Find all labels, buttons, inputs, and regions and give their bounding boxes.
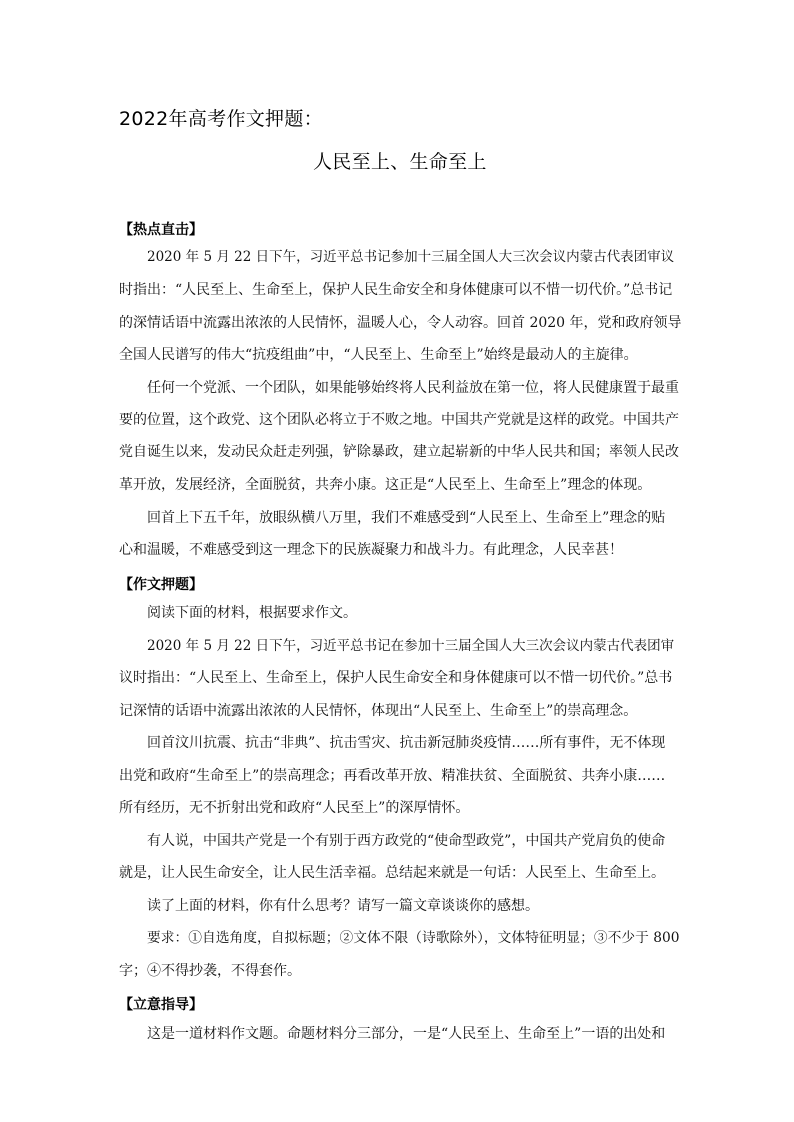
paragraph-line: 所有经历，无不折射出党和政府“人民至上”的深厚情怀。 <box>119 800 470 816</box>
paragraph-line: 革开放，发展经济，全面脱贫，共奔小康。这正是“人民至上、生命至上”理念的体现。 <box>119 477 652 493</box>
paragraph-line: 议时指出：“人民至上、生命至上，保护人民生命安全和身体健康可以不惜一切代价。”总书 <box>119 670 673 686</box>
paragraph-line: 回首汶川抗震、抗击“非典”、抗击雪灾、抗击新冠肺炎疫情……所有事件，无不体现 <box>147 735 666 751</box>
paragraph-line: 读了上面的材料，你有什么思考？请写一篇文章谈谈你的感想。 <box>147 898 539 914</box>
paragraph-line: 回首上下五千年，放眼纵横八万里，我们不难感受到“人民至上、生命至上”理念的贴 <box>147 510 666 526</box>
paragraph-line: 时指出：“人民至上、生命至上，保护人民生命安全和身体健康可以不惜一切代价。”总书记 <box>119 282 673 298</box>
document-subtitle: 人民至上、生命至上 <box>313 151 487 173</box>
section-heading-hot: 【热点直击】 <box>119 222 203 238</box>
paragraph-line: 的深情话语中流露出浓浓的人民情怀，温暖人心，令人动容。回首 2020 年，党和政府领导 <box>119 315 682 331</box>
paragraph-line: 要的位置，这个政党、这个团队必将立于不败之地。中国共产党就是这样的政党。中国共产 <box>119 412 679 428</box>
paragraph-line: 有人说，中国共产党是一个有别于西方政党的“使命型政党”，中国共产党肩负的使命 <box>147 833 666 849</box>
section-heading-essay: 【作文押题】 <box>119 577 203 593</box>
paragraph-line: 阅读下面的材料，根据要求作文。 <box>147 605 357 621</box>
paragraph-line: 2020 年 5 月 22 日下午，习近平总书记在参加十三届全国人大三次会议内蒙古代表团审 <box>147 638 675 654</box>
paragraph-line: 出党和政府“生命至上”的崇高理念；再看改革开放、精准扶贫、全面脱贫、共奔小康…… <box>119 768 666 784</box>
paragraph-line: 就是，让人民生命安全，让人民生活幸福。总结起来就是一句话：人民至上、生命至上。 <box>119 865 665 881</box>
paragraph-line: 这是一道材料作文题。命题材料分三部分，一是“人民至上、生命至上”一语的出处和 <box>147 1026 666 1042</box>
document-title: 2022年高考作文押题： <box>119 108 323 130</box>
paragraph-line: 要求：①自选角度，自拟标题；②文体不限（诗歌除外），文体特征明显；③不少于 800 <box>147 930 680 946</box>
paragraph-line: 字；④不得抄袭，不得套作。 <box>119 963 301 979</box>
paragraph-line: 心和温暖，不难感受到这一理念下的民族凝聚力和战斗力。有此理念，人民幸甚！ <box>119 542 623 558</box>
section-heading-guide: 【立意指导】 <box>119 997 203 1013</box>
paragraph-line: 记深情的话语中流露出浓浓的人民情怀，体现出“人民至上、生命至上”的崇高理念。 <box>119 703 638 719</box>
paragraph-line: 2020 年 5 月 22 日下午，习近平总书记参加十三届全国人大三次会议内蒙古代表团审议 <box>147 249 675 265</box>
paragraph-line: 任何一个党派、一个团队，如果能够始终将人民利益放在第一位，将人民健康置于最重 <box>147 380 679 396</box>
paragraph-line: 党自诞生以来，发动民众赶走列强，铲除暴政，建立起崭新的中华人民共和国；率领人民改 <box>119 444 679 460</box>
paragraph-line: 全国人民谱写的伟大“抗疫组曲”中，“人民至上、生命至上”始终是最动人的主旋律。 <box>119 347 638 363</box>
